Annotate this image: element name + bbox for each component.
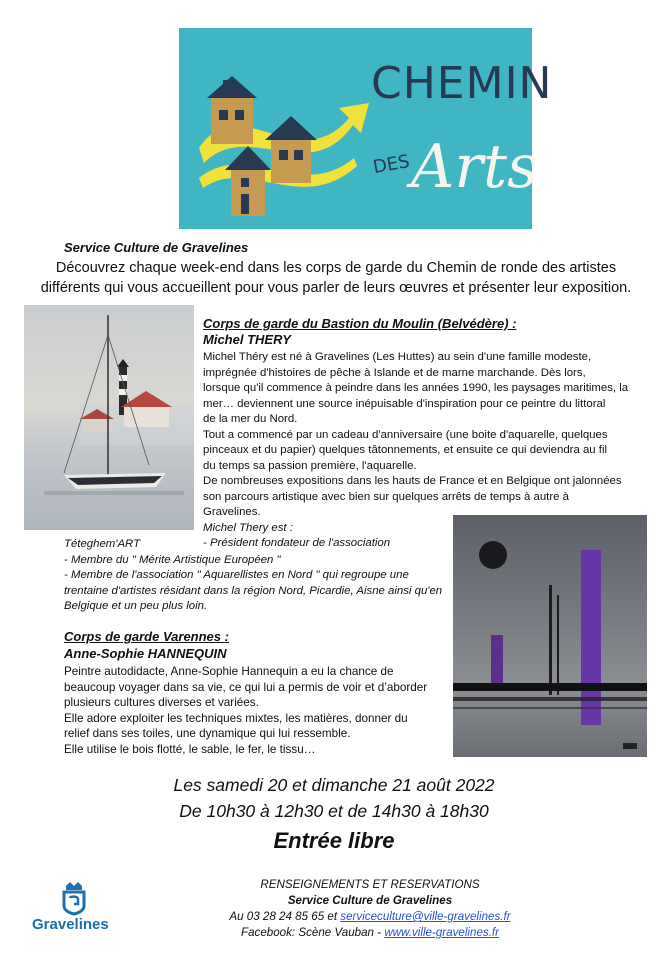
banner-chemin: CHEMIN (371, 58, 553, 109)
section1-artist: Michel THERY (203, 332, 291, 347)
bio-line: pinceaux et du papier) quelques tâtonnements, et ensuite ce qui deviendra au fil (203, 444, 608, 456)
section2-bio (64, 664, 449, 757)
entree-libre: Entrée libre (273, 828, 395, 853)
intro-line: différents qui vous accueillent pour vous parler de leurs œuvres et présenter leur exposition. (40, 280, 632, 296)
contact-facebook: Facebook: Scène Vauban - (241, 926, 382, 939)
bio-line: son parcours artistique avec bien sur quelques arrêts de temps à autre à (203, 490, 569, 503)
website-link[interactable]: www.ville-gravelines.fr (384, 926, 499, 939)
gravelines-crown-icon (30, 880, 120, 920)
section2-heading: Corps de garde Varennes : (64, 629, 229, 644)
intro-text (26, 258, 646, 298)
bio-line: De nombreuses expositions dans les hauts de France et en Belgique ont jalonnées (203, 475, 622, 487)
bio-line: du temps sa passion première, l'aquarelle. (203, 459, 417, 472)
section2-artist: Anne-Sophie HANNEQUIN (64, 646, 227, 661)
dates-line-2: De 10h30 à 12h30 et de 14h30 à 18h30 (179, 801, 489, 821)
bio-line: Elle utilise le bois flotté, le sable, le fer, le tissu… (64, 742, 316, 756)
roles-line: Belgique et un peu plus loin. (64, 600, 208, 612)
bio-line: plusieurs cultures diverses et variées. (64, 696, 259, 709)
banner-des: DES (371, 150, 412, 179)
roles-intro: Michel Thery est : (203, 521, 293, 534)
bio-line: Elle adore exploiter les techniques mixtes, les matières, donner du (64, 711, 408, 725)
email-link[interactable]: serviceculture@ville-gravelines.fr (340, 910, 511, 923)
bio-line: imprégnée d'histoires de pêche à Islande et de marne marchande. Dès lors, (203, 366, 586, 379)
bio-line: de la mer du Nord. (203, 413, 298, 425)
bio-line: lorsque qu'il commence à peindre dans les années 1990, les paysages maritimes, la (203, 382, 629, 394)
house-icon-2 (265, 116, 317, 183)
section1-roles (64, 537, 454, 615)
logo-text: Gravelines (32, 916, 109, 933)
banner-arts: Arts (411, 132, 538, 202)
bio-line: relief dans ses toiles, une dynamique qui lui ressemble. (64, 727, 351, 740)
service-heading: Service Culture de Gravelines (64, 240, 249, 255)
chemin-des-arts-banner (179, 28, 553, 229)
bio-line: Michel Théry est né à Gravelines (Les Huttes) au sein d'une famille modeste, (203, 351, 592, 363)
house-icon-1 (207, 76, 257, 144)
section1-heading: Corps de garde du Bastion du Moulin (Belvédère) : (203, 316, 517, 331)
bio-line: Tout a commencé par un cadeau d'anniversaire (une boite d'aquarelle, quelques (203, 428, 608, 441)
contact-org: Service Culture de Gravelines (287, 894, 453, 907)
roles-line: - Président fondateur de l'association (203, 537, 391, 549)
roles-line: Téteghem'ART (64, 538, 141, 550)
roles-line: trentaine d'artistes résidant dans la région Nord, Picardie, Aisne ainsi qu'en (64, 584, 443, 597)
roles-line: - Membre de l'association " Aquarellistes en Nord " qui regroupe une (64, 569, 409, 581)
sailboat-painting (24, 305, 194, 530)
contact-title: RENSEIGNEMENTS ET RESERVATIONS (260, 878, 480, 891)
house-icon-3 (225, 146, 271, 216)
bio-line: Gravelines. (203, 506, 261, 518)
contact-facebook-line (200, 925, 540, 941)
roles-line: - Membre du " Mérite Artistique Européen " (64, 553, 281, 566)
bio-line: mer… deviennent une source inépuisable d'inspiration pour ce peintre du littoral (203, 397, 606, 410)
dates-line-1: Les samedi 20 et dimanche 21 août 2022 (173, 775, 495, 795)
contact-phone-line (200, 909, 540, 925)
bio-line: Peintre autodidacte, Anne-Sophie Hannequin a eu la chance de (64, 665, 394, 678)
abstract-painting (453, 515, 647, 757)
bio-line: beaucoup voyager dans sa vie, ce qui lui a permis de voir et d’aborder (64, 680, 428, 694)
intro-line: Découvrez chaque week-end dans les corps de garde du Chemin de ronde des artistes (55, 260, 617, 276)
contact-phone: Au 03 28 24 85 65 et (229, 910, 338, 923)
